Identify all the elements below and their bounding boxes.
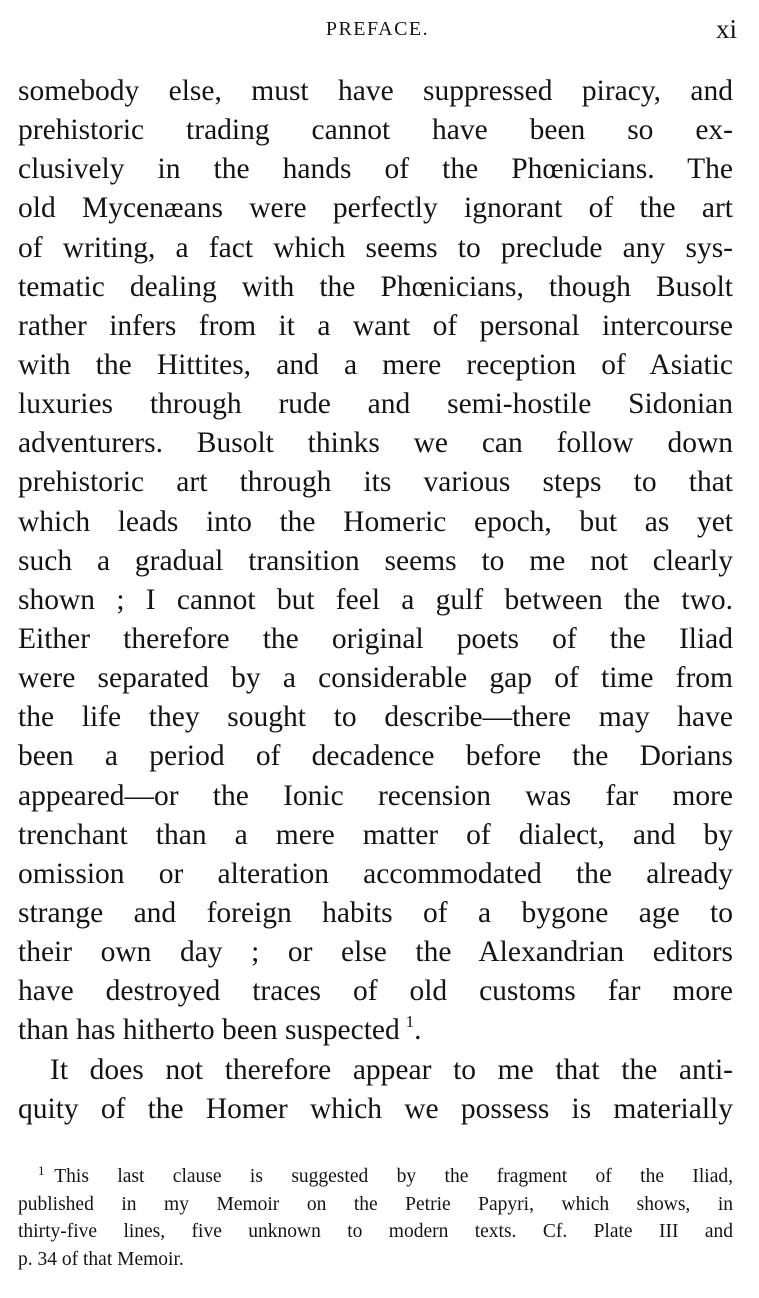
footnote-line: published in my Memoir on the Petrie Papyri, which shows, in	[18, 1193, 733, 1215]
body-line: rather infers from it a want of personal intercourse	[18, 309, 733, 342]
paragraph-end-punct: .	[414, 1014, 422, 1047]
body-line: omission or alteration accommodated the already	[18, 857, 733, 890]
body-line: Either therefore the original poets of the Iliad	[18, 622, 733, 655]
body-line: old Mycenæans were perfectly ignorant of the art	[18, 192, 733, 225]
body-line: have destroyed traces of old customs far more	[18, 975, 733, 1008]
paragraph-start-line: It does not therefore appear to me that the anti-	[50, 1053, 733, 1086]
body-line: of writing, a fact which seems to preclude any sys-	[18, 231, 733, 264]
body-line: adventurers. Busolt thinks we can follow down	[18, 427, 733, 460]
body-line: such a gradual transition seems to me not clearly	[18, 544, 733, 577]
body-line: their own day ; or else the Alexandrian editors	[18, 936, 733, 969]
body-line: been a period of decadence before the Dorians	[18, 740, 733, 773]
body-line: prehistoric art through its various steps to that	[18, 466, 733, 499]
footnote-mark: 1	[38, 1163, 45, 1178]
body-text	[18, 72, 733, 1129]
body-line: which leads into the Homeric epoch, but as yet	[18, 505, 733, 538]
body-line: clusively in the hands of the Phœnicians. The	[18, 153, 733, 186]
running-title: PREFACE.	[325, 18, 430, 40]
running-head	[18, 16, 737, 46]
body-line: luxuries through rude and semi-hostile Sidonian	[18, 388, 733, 421]
footnote	[18, 1163, 733, 1273]
body-line: were separated by a considerable gap of time from	[18, 662, 733, 695]
footnote-line: thirty-five lines, five unknown to modern texts. Cf. Plate III and	[18, 1221, 733, 1242]
paragraph-end-line	[18, 1011, 733, 1050]
body-line: shown ; I cannot but feel a gulf between the two.	[18, 583, 733, 616]
body-line: the life they sought to describe—there may have	[18, 701, 733, 734]
footnote-reference[interactable]: 1	[405, 1012, 415, 1032]
body-line: trenchant than a mere matter of dialect, and by	[18, 818, 733, 851]
body-line: prehistoric trading cannot have been so ex-	[18, 114, 733, 147]
footnote-line	[18, 1163, 733, 1191]
body-line: somebody else, must have suppressed piracy, and	[18, 75, 733, 107]
footnote-line-text: This last clause is suggested by the fragment of the Iliad,	[54, 1166, 733, 1187]
body-line: appeared—or the Ionic recension was far more	[18, 779, 733, 812]
page-number: xi	[715, 14, 737, 44]
body-line: tematic dealing with the Phœnicians, though Busolt	[18, 270, 733, 303]
body-line-text: than has hitherto been suspected	[18, 1014, 400, 1047]
footnote-line: p. 34 of that Memoir.	[18, 1248, 184, 1270]
body-line: with the Hittites, and a mere reception of Asiatic	[18, 348, 733, 381]
body-line: strange and foreign habits of a bygone age to	[18, 896, 733, 929]
body-line: quity of the Homer which we possess is materially	[18, 1092, 733, 1125]
